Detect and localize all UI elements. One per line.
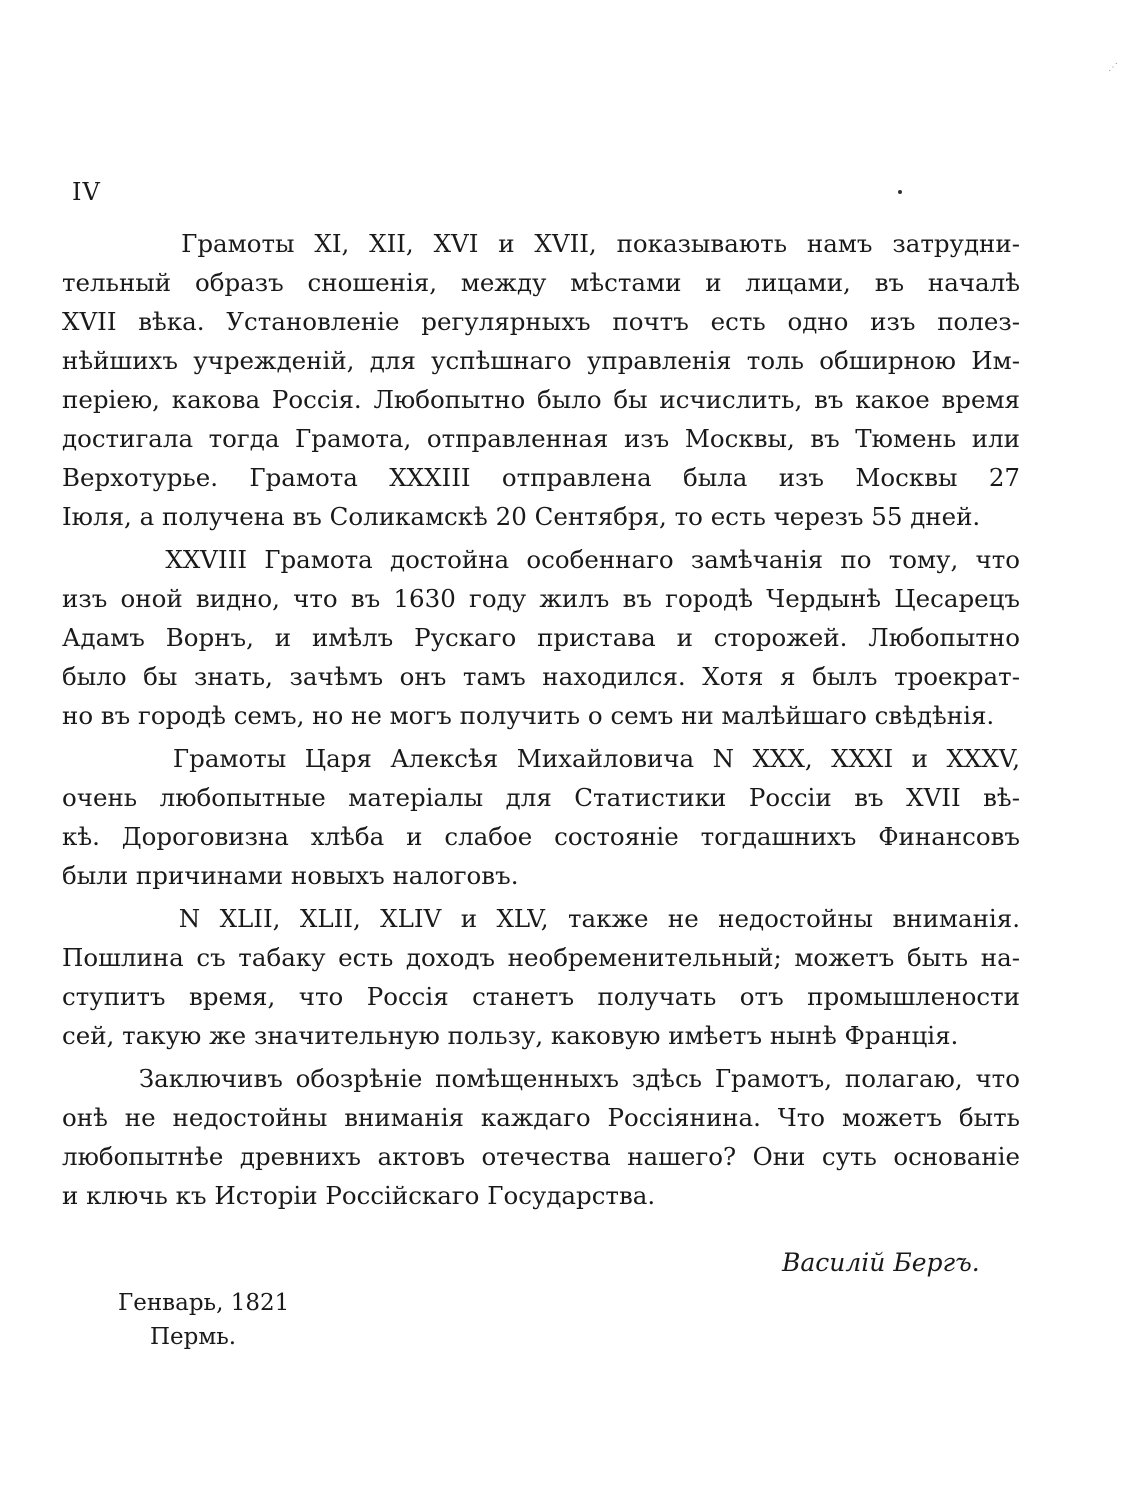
text-line: ступитъ время, что Россія станетъ получать отъ промышлености [62, 982, 1020, 1011]
text-line: сей, такую же значительную пользу, каковую имѣетъ нынѣ Франція. [62, 1021, 959, 1050]
text-line: было бы знать, зачѣмъ онъ тамъ находился. Хотя я былъ троекрат- [62, 662, 1020, 691]
text-line: но въ городѣ семъ, но не могъ получить о семъ ни малѣйшаго свѣдѣнія. [62, 701, 995, 730]
place-line: Пермь. [150, 1324, 237, 1350]
paragraph [62, 899, 1020, 1055]
text-line: нѣйшихъ учрежденій, для успѣшнаго управленія толь обширною Им- [62, 346, 1020, 375]
text-line: XVII вѣка. Установленіе регулярныхъ почтъ есть одно изъ полез- [62, 307, 1020, 336]
text-line: Грамоты Царя Алексѣя Михайловича N XXX, XXXI и XXXV, [62, 744, 1020, 773]
text-line: Заключивъ обозрѣніе помѣщенныхъ здѣсь Грамотъ, полагаю, что [62, 1064, 1020, 1093]
text-line: Адамъ Ворнъ, и имѣлъ Рускаго пристава и сторожей. Любопытно [62, 623, 1020, 652]
paragraph [62, 739, 1020, 895]
text-line: изъ оной видно, что въ 1630 году жилъ въ городѣ Чердынѣ Цесарецъ [62, 584, 1020, 613]
text-line: и ключь къ Исторіи Россійскаго Государства. [62, 1181, 656, 1210]
text-line: были причинами новыхъ налоговъ. [62, 861, 519, 890]
text-line: очень любопытные матеріалы для Статистики Россіи въ XVII вѣ- [62, 783, 1020, 812]
text-line: онѣ не недостойны вниманія каждаго Россіянина. Что можетъ быть [62, 1103, 1020, 1132]
date-line: Генварь, 1821 [118, 1290, 290, 1316]
text-line: Іюля, а получена въ Соликамскѣ 20 Сентября, то есть черезъ 55 дней. [62, 502, 981, 531]
paragraph [62, 224, 1020, 536]
text-line: достигала тогда Грамота, отправленная изъ Москвы, въ Тюмень или [62, 424, 1020, 453]
text-line: кѣ. Дороговизна хлѣба и слабое состояніе тогдашнихъ Финансовъ [62, 822, 1020, 851]
text-line: XXVIII Грамота достойна особеннаго замѣчанія по тому, что [62, 545, 1020, 574]
scan-artifact: ⋰ [1108, 62, 1118, 73]
text-line: N XLII, XLII, XLIV и XLV, также не недостойны вниманія. [62, 904, 1020, 933]
page-number: IV [72, 178, 101, 206]
text-line: любопытнѣе древнихъ актовъ отечества нашего? Они суть основаніе [62, 1142, 1020, 1171]
paragraph [62, 540, 1020, 735]
text-line: Верхотурье. Грамота XXXIII отправлена была изъ Москвы 27 [62, 463, 1020, 492]
text-line: періею, какова Россія. Любопытно было бы исчислить, въ какое время [62, 385, 1020, 414]
stray-ink-dot [898, 190, 902, 194]
body-text [62, 224, 1020, 1215]
text-line: Пошлина съ табаку есть доходъ необременительный; можетъ быть на- [62, 943, 1020, 972]
text-line: Грамоты XI, XII, XVI и XVII, показывають намъ затрудни- [62, 229, 1020, 258]
text-line: тельный образъ сношенія, между мѣстами и лицами, въ началѣ [62, 268, 1020, 297]
author-signature: Василій Бергъ. [782, 1248, 980, 1277]
paragraph [62, 1059, 1020, 1215]
